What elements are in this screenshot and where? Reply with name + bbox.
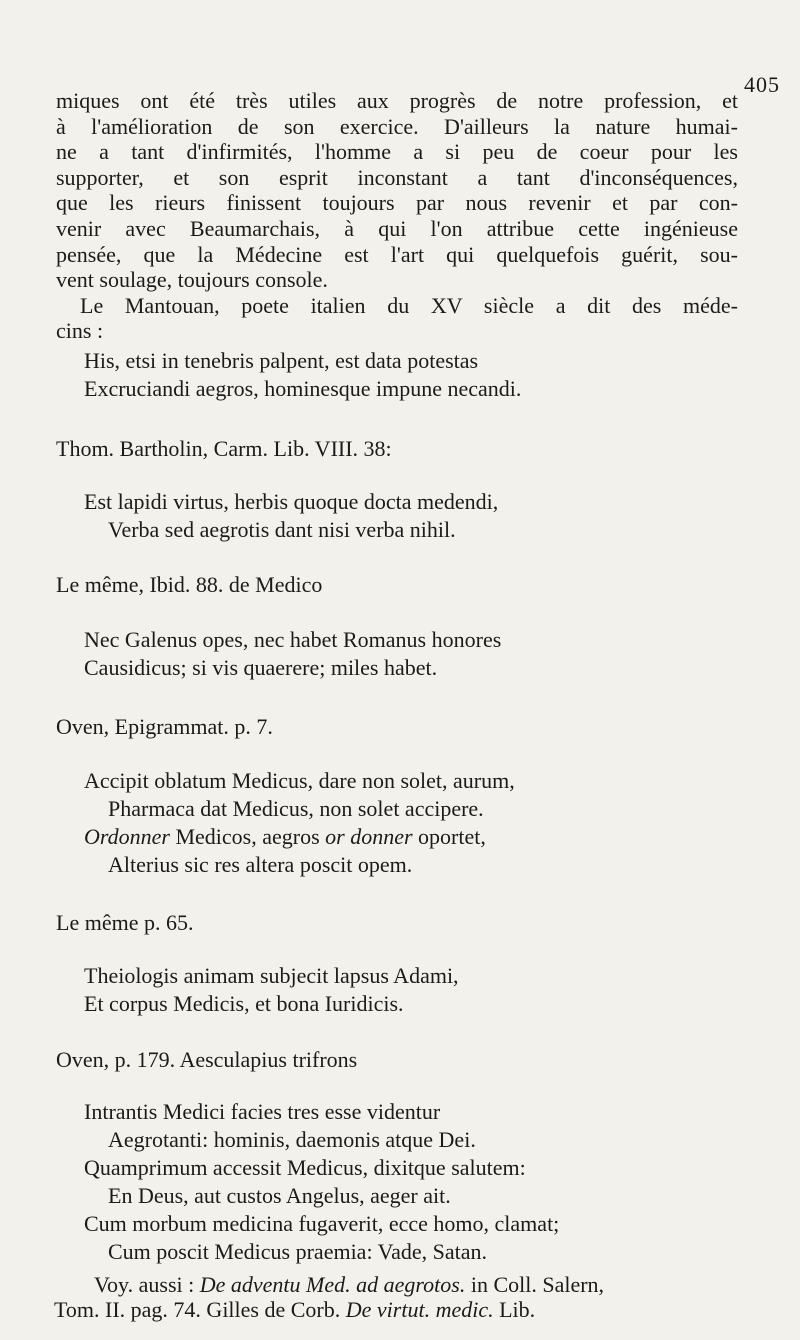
verse-fragment: oportet, [418,824,486,849]
citation-heading: Oven, p. 179. Aesculapius trifrons [56,1047,358,1072]
prose-line: pensée, que la Médecine est l'art qui quelquefois guérit, sou- [56,241,738,267]
citation-heading: Oven, Epigrammat. p. 7. [56,714,273,739]
footnote-text: Voy. aussi : [94,1272,200,1297]
footnote-text: Lib. [493,1297,536,1322]
footnote-line [94,1272,746,1297]
page-number: 405 [744,72,780,97]
verse-line: Causidicus; si vis quaerere; miles habet. [84,655,438,680]
verse-line: Quamprimum accessit Medicus, dixitque salutem: [84,1155,526,1180]
footnote-text: in Coll. Salern, [465,1272,605,1297]
verse-block [84,1098,744,1266]
footnote-text: Tom. II. pag. 74. Gilles de Corb. [54,1297,346,1322]
verse-line: His, etsi in tenebris palpent, est data potestas [84,348,479,373]
prose-line: ne a tant d'infirmités, l'homme a si peu de coeur pour les [56,139,738,165]
citation-heading: Le même, Ibid. 88. de Medico [56,572,323,597]
italic-word: Ordonner [84,824,170,849]
verse-line: Cum morbum medicina fugaverit, ecce homo, clamat; [84,1211,560,1236]
verse-line: Pharmaca dat Medicus, non solet accipere. [108,796,484,821]
footnote-title: De adventu Med. ad aegrotos. [199,1272,466,1297]
verse-block [84,626,744,682]
verse-block [84,488,744,544]
prose-line: cins : [56,318,104,344]
footnote-line [54,1297,746,1322]
verse-block [84,767,744,879]
italic-word: or [325,824,345,849]
verse-line: Excruciandi aegros, hominesque impune necandi. [84,376,522,401]
footnote [54,1272,746,1322]
verse-line: Accipit oblatum Medicus, dare non solet, aurum, [84,768,515,793]
prose-line: à l'amélioration de son exercice. D'ailleurs la nature humai- [56,113,738,139]
verse-line: Theiologis animam subjecit lapsus Adami, [84,963,459,988]
verse-block [84,347,744,403]
prose-line: vent soulage, toujours console. [56,267,328,293]
prose-line: miques ont été très utiles aux progrès de notre profession, et [56,88,738,113]
italic-word: donner [350,824,413,849]
prose-line: que les rieurs finissent toujours par nous revenir et par con- [56,190,738,216]
verse-line: En Deus, aut custos Angelus, aeger ait. [108,1183,451,1208]
verse-line: Et corpus Medicis, et bona Iuridicis. [84,991,404,1016]
verse-line: Aegrotanti: hominis, daemonis atque Dei. [108,1127,476,1152]
citation-heading: Le même p. 65. [56,910,194,935]
verse-line-italic [84,823,744,851]
verse-line: Nec Galenus opes, nec habet Romanus honores [84,627,502,652]
prose-line: venir avec Beaumarchais, à qui l'on attribue cette ingénieuse [56,215,738,241]
footnote-title: De virtut. medic. [345,1297,494,1322]
prose-paragraph [56,88,738,344]
prose-line: supporter, et son esprit inconstant a tant d'inconséquences, [56,164,738,190]
verse-line: Cum poscit Medicus praemia: Vade, Satan. [108,1239,488,1264]
verse-line: Intrantis Medici facies tres esse videntur [84,1099,441,1124]
verse-line: Est lapidi virtus, herbis quoque docta medendi, [84,489,499,514]
prose-line: Le Mantouan, poete italien du XV siècle a dit des méde- [80,292,738,318]
citation-heading: Thom. Bartholin, Carm. Lib. VIII. 38: [56,436,392,461]
verse-block [84,962,744,1018]
verse-line: Verba sed aegrotis dant nisi verba nihil. [108,517,456,542]
verse-line: Alterius sic res altera poscit opem. [108,852,413,877]
verse-fragment: Medicos, aegros [169,824,326,849]
